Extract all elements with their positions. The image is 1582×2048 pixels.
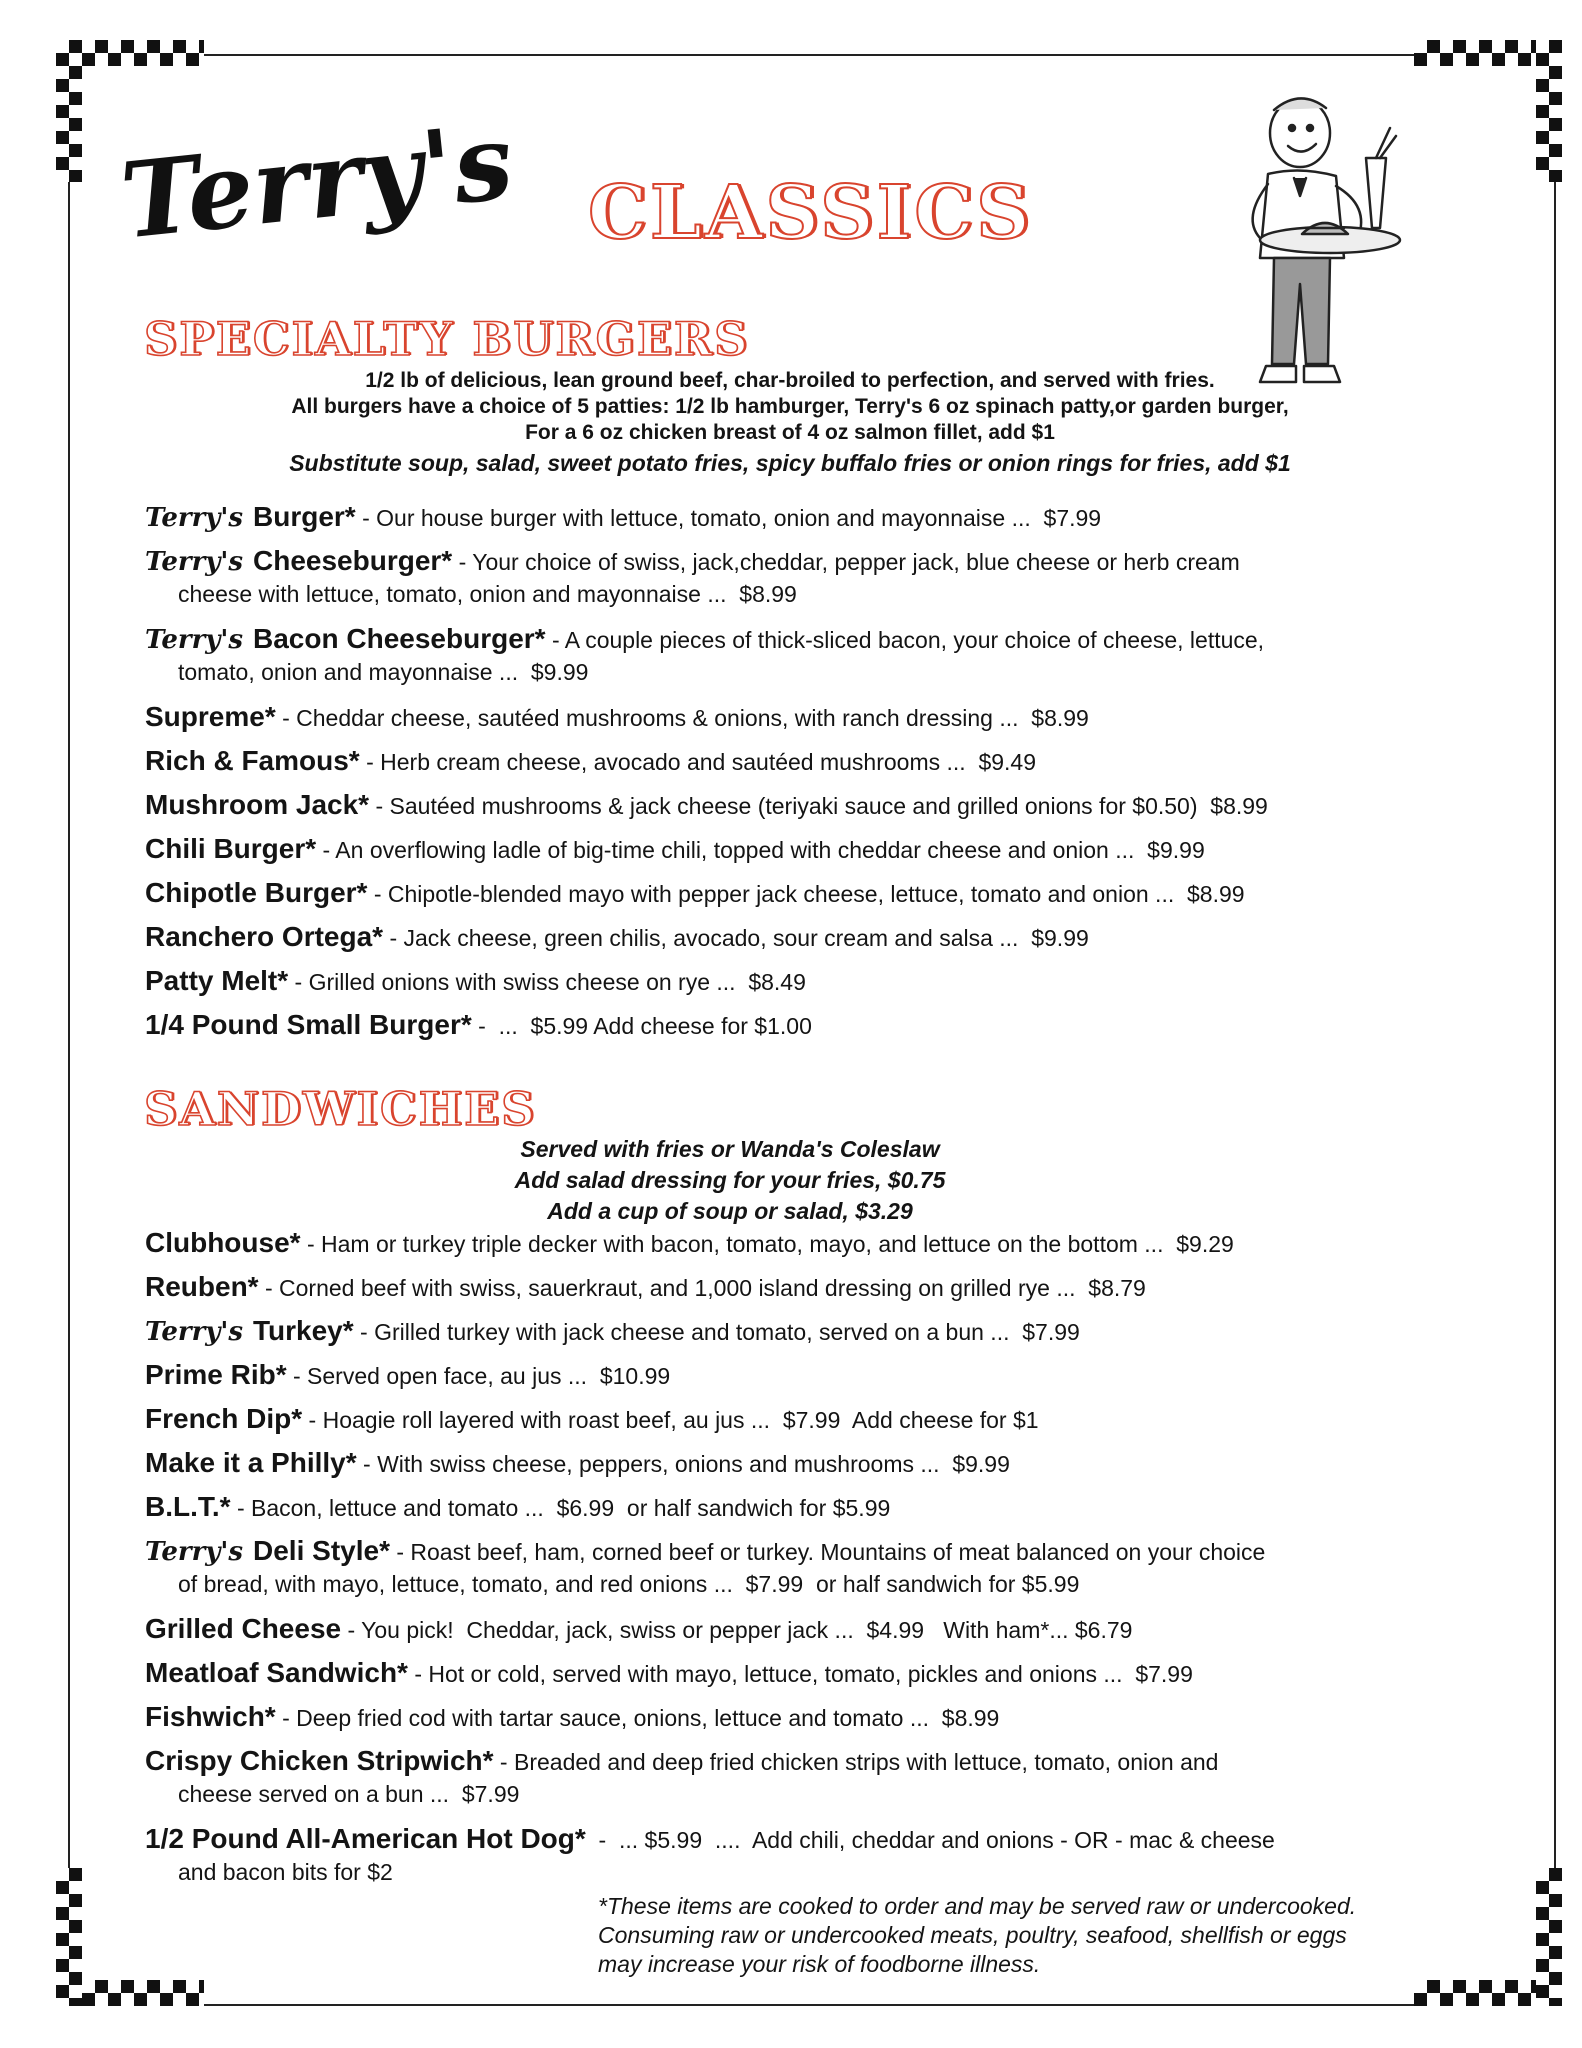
menu-item-name: Rich & Famous* [145, 745, 360, 776]
waiter-mascot-illustration [1190, 88, 1430, 398]
menu-item-name: Mushroom Jack* [145, 789, 370, 820]
sandwich-menu-item [145, 1490, 1485, 1525]
menu-item-name: French Dip* [145, 1403, 303, 1434]
burger-menu-item [145, 832, 1485, 867]
menu-item-description: - Hot or cold, served with mayo, lettuce, tomato, pickles and onions ... $7.99 [407, 1661, 1193, 1687]
sandwich-menu-item [145, 1270, 1485, 1305]
sandwich-menu-item [145, 1822, 1485, 1887]
menu-item-description-continued: cheese with lettuce, tomato, onion and mayonnaise ... $8.99 [178, 581, 797, 607]
menu-item-description: - Chipotle-blended mayo with pepper jack cheese, lettuce, tomato and onion ... $8.99 [367, 881, 1245, 907]
menu-item-description-continued: and bacon bits for $2 [178, 1859, 393, 1885]
menu-item-description: - Corned beef with swiss, sauerkraut, and 1,000 island dressing on grilled rye ... $8.79 [258, 1275, 1146, 1301]
terrys-brand-mark: Terry's [145, 1537, 244, 1567]
sandwich-menu-item [145, 1612, 1485, 1647]
burger-menu-item [145, 1008, 1485, 1043]
menu-item-name: Fishwich* [145, 1701, 276, 1732]
menu-item-description: - Cheddar cheese, sautéed mushrooms & onions, with ranch dressing ... $8.99 [275, 705, 1089, 731]
menu-item-description: - Hoagie roll layered with roast beef, au jus ... $7.99 Add cheese for $1 [302, 1407, 1039, 1433]
menu-item-description: - Grilled turkey with jack cheese and tomato, served on a bun ... $7.99 [353, 1319, 1080, 1345]
menu-item-name: Meatloaf Sandwich* [145, 1657, 408, 1688]
sandwiches-intro-line: Served with fries or Wanda's Coleslaw [520, 1136, 940, 1162]
menu-item-description-continued: cheese served on a bun ... $7.99 [178, 1781, 520, 1807]
burger-menu-item [145, 744, 1485, 779]
sandwich-menu-item [145, 1226, 1485, 1261]
burger-menu-item [145, 700, 1485, 735]
menu-item-description: - Our house burger with lettuce, tomato, onion and mayonnaise ... $7.99 [355, 505, 1102, 531]
menu-item-name: 1/4 Pound Small Burger* [145, 1009, 472, 1040]
menu-item-name: Make it a Philly* [145, 1447, 357, 1478]
menu-item-description: - Deep fried cod with tartar sauce, onions, lettuce and tomato ... $8.99 [275, 1705, 1000, 1731]
menu-item-name: 1/2 Pound All-American Hot Dog* [145, 1823, 586, 1854]
menu-item-description: - A couple pieces of thick-sliced bacon, your choice of cheese, lettuce, [545, 627, 1265, 653]
menu-item-name: Reuben* [145, 1271, 259, 1302]
menu-item-name: Chipotle Burger* [145, 877, 368, 908]
burgers-substitute-note: Substitute soup, salad, sweet potato fries, spicy buffalo fries or onion rings for fries, add $1 [289, 450, 1291, 476]
menu-item-name: Ranchero Ortega* [145, 921, 384, 952]
sandwiches-intro-line: Add salad dressing for your fries, $0.75 [514, 1167, 946, 1193]
sandwich-menu-item [145, 1656, 1485, 1691]
sandwich-menu-item [145, 1358, 1485, 1393]
menu-item-description-continued: tomato, onion and mayonnaise ... $9.99 [178, 659, 589, 685]
disclaimer-line: *These items are cooked to order and may be served raw or undercooked. [598, 1893, 1357, 1919]
menu-item-description: - Bacon, lettuce and tomato ... $6.99 or half sandwich for $5.99 [230, 1495, 891, 1521]
page-title: CLASSICS [588, 170, 1033, 256]
menu-item-description: - Jack cheese, green chilis, avocado, sour cream and salsa ... $9.99 [383, 925, 1089, 951]
burgers-intro-line: 1/2 lb of delicious, lean ground beef, char-broiled to perfection, and served with fries. [365, 369, 1215, 392]
terrys-brand-mark: Terry's [145, 547, 244, 577]
burgers-intro [140, 368, 1440, 476]
sandwich-menu-item [145, 1534, 1485, 1599]
sandwich-menu-item [145, 1314, 1485, 1349]
menu-item-description: - Sautéed mushrooms & jack cheese (teriyaki sauce and grilled onions for $0.50) $8.99 [369, 793, 1268, 819]
sandwiches-intro [280, 1134, 1180, 1227]
menu-item-name: Turkey* [253, 1315, 354, 1346]
checker-bottom-right-vertical [1536, 1868, 1562, 2006]
sandwich-menu-item [145, 1446, 1485, 1481]
burger-menu-item [145, 500, 1485, 535]
terrys-brand-mark: Terry's [145, 503, 244, 533]
menu-item-description-continued: of bread, with mayo, lettuce, tomato, and red onions ... $7.99 or half sandwich for $5.99 [178, 1571, 1080, 1597]
menu-item-name: Clubhouse* [145, 1227, 301, 1258]
menu-item-description: - ... $5.99 Add cheese for $1.00 [471, 1013, 812, 1039]
section-title-specialty-burgers: SPECIALTY BURGERS [144, 312, 750, 366]
burger-menu-item [145, 544, 1485, 609]
menu-item-name: Patty Melt* [145, 965, 289, 996]
menu-item-description: - You pick! Cheddar, jack, swiss or pepper jack ... $4.99 With ham*... $6.79 [341, 1617, 1133, 1643]
menu-item-description: - Herb cream cheese, avocado and sautéed mushrooms ... $9.49 [359, 749, 1037, 775]
terrys-brand-mark: Terry's [145, 625, 244, 655]
menu-item-description: - Ham or turkey triple decker with bacon, tomato, mayo, and lettuce on the bottom ... $9.29 [300, 1231, 1234, 1257]
sandwiches-intro-line: Add a cup of soup or salad, $3.29 [547, 1198, 913, 1224]
checker-top-left-vertical [56, 40, 82, 182]
menu-item-description: - Roast beef, ham, corned beef or turkey. Mountains of meat balanced on your choice [389, 1539, 1266, 1565]
disclaimer-line: may increase your risk of foodborne illness. [598, 1951, 1041, 1977]
sandwich-menu-item [145, 1402, 1485, 1437]
menu-item-description: - Breaded and deep fried chicken strips with lettuce, tomato, onion and [493, 1749, 1219, 1775]
menu-item-name: Crispy Chicken Stripwich* [145, 1745, 494, 1776]
burgers-intro-line: For a 6 oz chicken breast of 4 oz salmon fillet, add $1 [525, 421, 1055, 444]
menu-item-description: - An overflowing ladle of big-time chili, topped with cheddar cheese and onion ... $9.99 [316, 837, 1205, 863]
menu-item-description: - Your choice of swiss, jack,cheddar, pepper jack, blue cheese or herb cream [452, 549, 1240, 575]
menu-item-description: - With swiss cheese, peppers, onions and mushrooms ... $9.99 [356, 1451, 1010, 1477]
menu-item-name: Cheeseburger* [253, 545, 453, 576]
menu-item-description: - Grilled onions with swiss cheese on rye ... $8.49 [288, 969, 806, 995]
terrys-brand-mark: Terry's [145, 1317, 244, 1347]
menu-item-name: Chili Burger* [145, 833, 317, 864]
burger-menu-item [145, 876, 1485, 911]
burger-menu-item [145, 788, 1485, 823]
burger-menu-item [145, 622, 1485, 687]
burgers-intro-line: All burgers have a choice of 5 patties: 1/2 lb hamburger, Terry's 6 oz spinach patty,or garden burger, [291, 395, 1289, 418]
menu-item-name: B.L.T.* [145, 1491, 231, 1522]
menu-item-description: - Served open face, au jus ... $10.99 [286, 1363, 671, 1389]
menu-item-name: Prime Rib* [145, 1359, 287, 1390]
menu-item-name: Deli Style* [253, 1535, 390, 1566]
sandwich-menu-item [145, 1700, 1485, 1735]
brand-logo: Terry's [115, 99, 519, 263]
menu-item-name: Burger* [253, 501, 356, 532]
checker-bottom-left-vertical [56, 1868, 82, 2006]
sandwich-menu-item [145, 1744, 1485, 1809]
menu-item-name: Bacon Cheeseburger* [253, 623, 546, 654]
food-safety-disclaimer [598, 1892, 1518, 1979]
burger-menu-item [145, 964, 1485, 999]
menu-item-name: Supreme* [145, 701, 276, 732]
section-title-sandwiches: SANDWICHES [144, 1082, 537, 1136]
checker-top-right-vertical [1536, 40, 1562, 182]
menu-item-name: Grilled Cheese [145, 1613, 342, 1644]
disclaimer-line: Consuming raw or undercooked meats, poultry, seafood, shellfish or eggs [598, 1922, 1347, 1948]
burger-menu-item [145, 920, 1485, 955]
menu-item-description: - ... $5.99 .... Add chili, cheddar and onions - OR - mac & cheese [585, 1827, 1275, 1853]
